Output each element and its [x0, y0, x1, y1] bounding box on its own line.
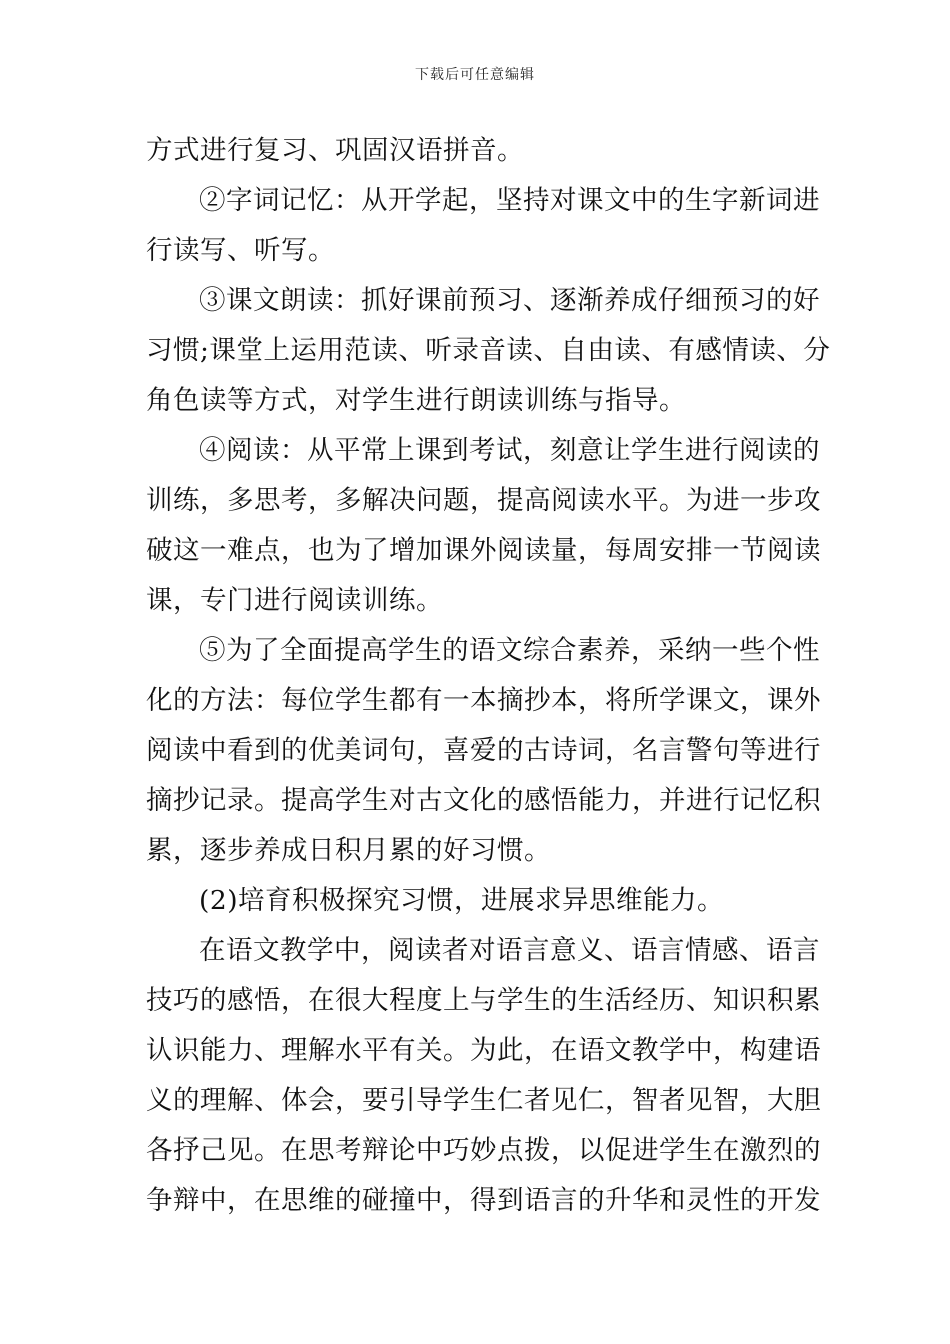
text-line: 习惯;课堂上运用范读、听录音读、自由读、有感情读、分	[146, 335, 831, 366]
paragraph-3	[146, 276, 831, 426]
paragraph-5	[146, 626, 821, 876]
text-line: ③课文朗读：抓好课前预习、逐渐养成仔细预习的好	[199, 285, 820, 316]
text-line: 角色读等方式，对学生进行朗读训练与指导。	[146, 385, 686, 416]
paragraph-4	[146, 426, 821, 626]
page-header: 下载后可任意编辑	[415, 67, 535, 83]
paragraph-2	[146, 176, 820, 276]
text-line: ④阅读：从平常上课到考试，刻意让学生进行阅读的	[199, 435, 820, 466]
text-line: 训练，多思考，多解决问题，提高阅读水平。为进一步攻	[146, 485, 821, 516]
text-line: 化的方法：每位学生都有一本摘抄本，将所学课文，课外	[146, 685, 821, 716]
text-line: 方式进行复习、巩固汉语拼音。	[146, 135, 524, 166]
document-body	[146, 126, 831, 1226]
text-line: 技巧的感悟，在很大程度上与学生的生活经历、知识积累	[146, 985, 821, 1016]
paragraph-6-heading	[146, 876, 806, 926]
text-line: 课，专门进行阅读训练。	[146, 585, 443, 616]
text-line: 阅读中看到的优美词句，喜爱的古诗词，名言警句等进行	[146, 735, 821, 766]
text-line: ⑤为了全面提高学生的语文综合素养，采纳一些个性	[199, 635, 820, 666]
text-line: 认识能力、理解水平有关。为此，在语文教学中，构建语	[146, 1035, 821, 1066]
text-line: (2)培育积极探究习惯，进展求异思维能力。	[199, 885, 725, 916]
text-line: 累，逐步养成日积月累的好习惯。	[146, 835, 551, 866]
paragraph-7	[146, 926, 821, 1226]
text-line: 义的理解、体会，要引导学生仁者见仁，智者见智，大胆	[146, 1085, 821, 1116]
text-line: 破这一难点，也为了增加课外阅读量，每周安排一节阅读	[146, 535, 821, 566]
text-line: 在语文教学中，阅读者对语言意义、语言情感、语言	[199, 935, 820, 966]
text-line: 争辩中，在思维的碰撞中，得到语言的升华和灵性的开发	[146, 1185, 821, 1216]
text-line: 行读写、听写。	[146, 235, 335, 266]
paragraph-1	[146, 126, 806, 176]
text-line: ②字词记忆：从开学起，坚持对课文中的生字新词进	[199, 185, 820, 216]
text-line: 摘抄记录。提高学生对古文化的感悟能力，并进行记忆积	[146, 785, 821, 816]
text-line: 各抒己见。在思考辩论中巧妙点拨，以促进学生在激烈的	[146, 1135, 821, 1166]
